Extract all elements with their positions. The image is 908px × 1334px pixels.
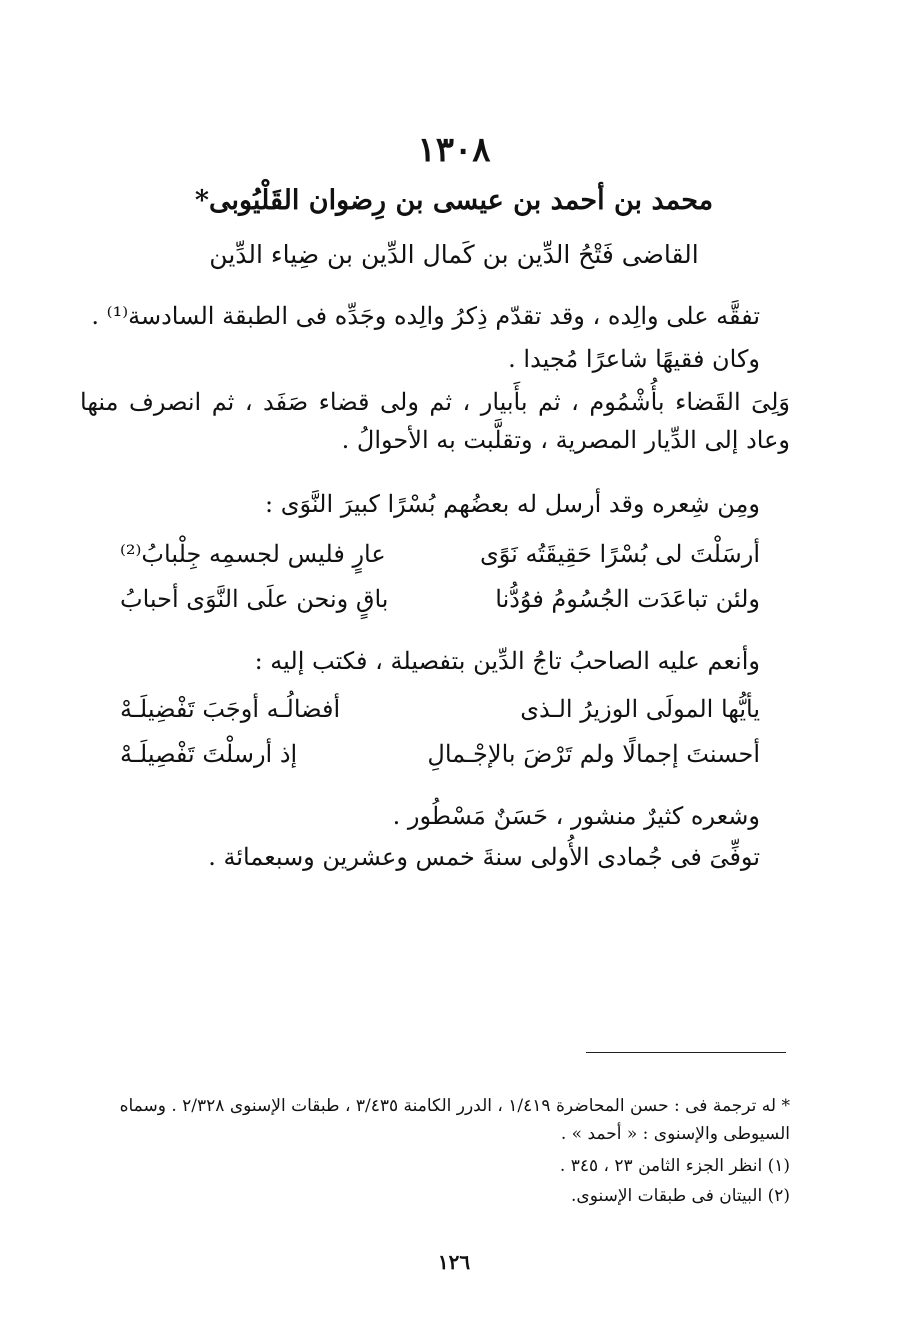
poem2-verse-1 — [120, 695, 760, 723]
poem2-verse-2-first-hemistich: أحسنتَ إجمالًا ولم تَرْضَ بالإجْـمالِ — [427, 740, 760, 768]
footnote-1: (١) انظر الجزء الثامن ٢٣ ، ٣٤٥ . — [559, 1156, 790, 1176]
poem1-verse-2-first-hemistich: ولئن تباعَدَت الجُسُومُ فوُدُّنا — [495, 585, 760, 613]
paragraph-studies: تفقَّه على والِده ، وقد تقدّم ذِكرُ والِده وجَدِّه فى الطبقة السادسة⁽¹⁾ . — [91, 302, 760, 330]
footnote-2: (٢) البيتان فى طبقات الإسنوى. — [570, 1186, 790, 1206]
poem1-verse-1-first-hemistich: أرسَلْتَ لى بُسْرًا حَقِيقَتُه نَوًى — [479, 540, 760, 568]
poem2-verse-2 — [120, 740, 760, 768]
poem2-verse-1-first-hemistich: يأيُّها المولَى الوزيرُ الـذى — [520, 695, 760, 723]
paragraph-poet: وكان فقيهًا شاعرًا مُجيدا . — [508, 345, 760, 373]
poem1-verse-1-second-hemistich: عارٍ فليس لجسمِه جِلْبابُ⁽²⁾ — [120, 540, 386, 568]
paragraph-judgeship: وَلِىَ القَضاء بأُشْمُوم ، ثم بأَبيار ، ثم ولى قضاء صَفَد ، ثم انصرف منها وعاد إلى الدِّيار المصرية ، وتقلَّبت به الأحوالُ . — [80, 388, 790, 454]
entry-title: محمد بن أحمد بن عيسى بن رِضوان القَلْيُوبى* — [194, 185, 714, 216]
footnote-biography-sources: * له ترجمة فى : حسن المحاضرة ١/٤١٩ ، الدرر الكامنة ٣/٤٣٥ ، طبقات الإسنوى ٢/٣٢٨ . وسماه السيوطى والإسنوى : « أحمد » . — [119, 1096, 790, 1144]
poem1-verse-1 — [120, 540, 760, 568]
poem1-verse-2 — [120, 585, 760, 613]
paragraph-poem-intro: ومِن شِعره وقد أرسل له بعضُهم بُسْرًا كبيرَ النَّوَى : — [264, 490, 760, 518]
poem2-verse-1-second-hemistich: أفضالُـه أوجَبَ تَفْضِيلَـهْ — [120, 695, 341, 723]
footnote-separator — [586, 1052, 786, 1053]
entry-subtitle: القاضى فَتْحُ الدِّين بن كَمال الدِّين بن ضِياء الدِّين — [209, 240, 699, 269]
paragraph-gift: وأنعم عليه الصاحبُ تاجُ الدِّين بتفصيلة ، فكتب إليه : — [254, 647, 760, 675]
paragraph-death: توفِّىَ فى جُمادى الأُولى سنةَ خمس وعشرين وسبعمائة . — [208, 843, 760, 871]
paragraph-poetry-praise: وشعره كثيرٌ منشور ، حَسَنٌ مَسْطُور . — [392, 802, 760, 830]
entry-number: ١٣٠٨ — [417, 130, 491, 170]
poem1-verse-2-second-hemistich: باقٍ ونحن علَى النَّوَى أحبابُ — [120, 585, 389, 613]
poem2-verse-2-second-hemistich: إذ أرسلْتَ تَفْصِيلَـهْ — [120, 740, 298, 768]
page-number: ١٢٦ — [437, 1250, 471, 1274]
